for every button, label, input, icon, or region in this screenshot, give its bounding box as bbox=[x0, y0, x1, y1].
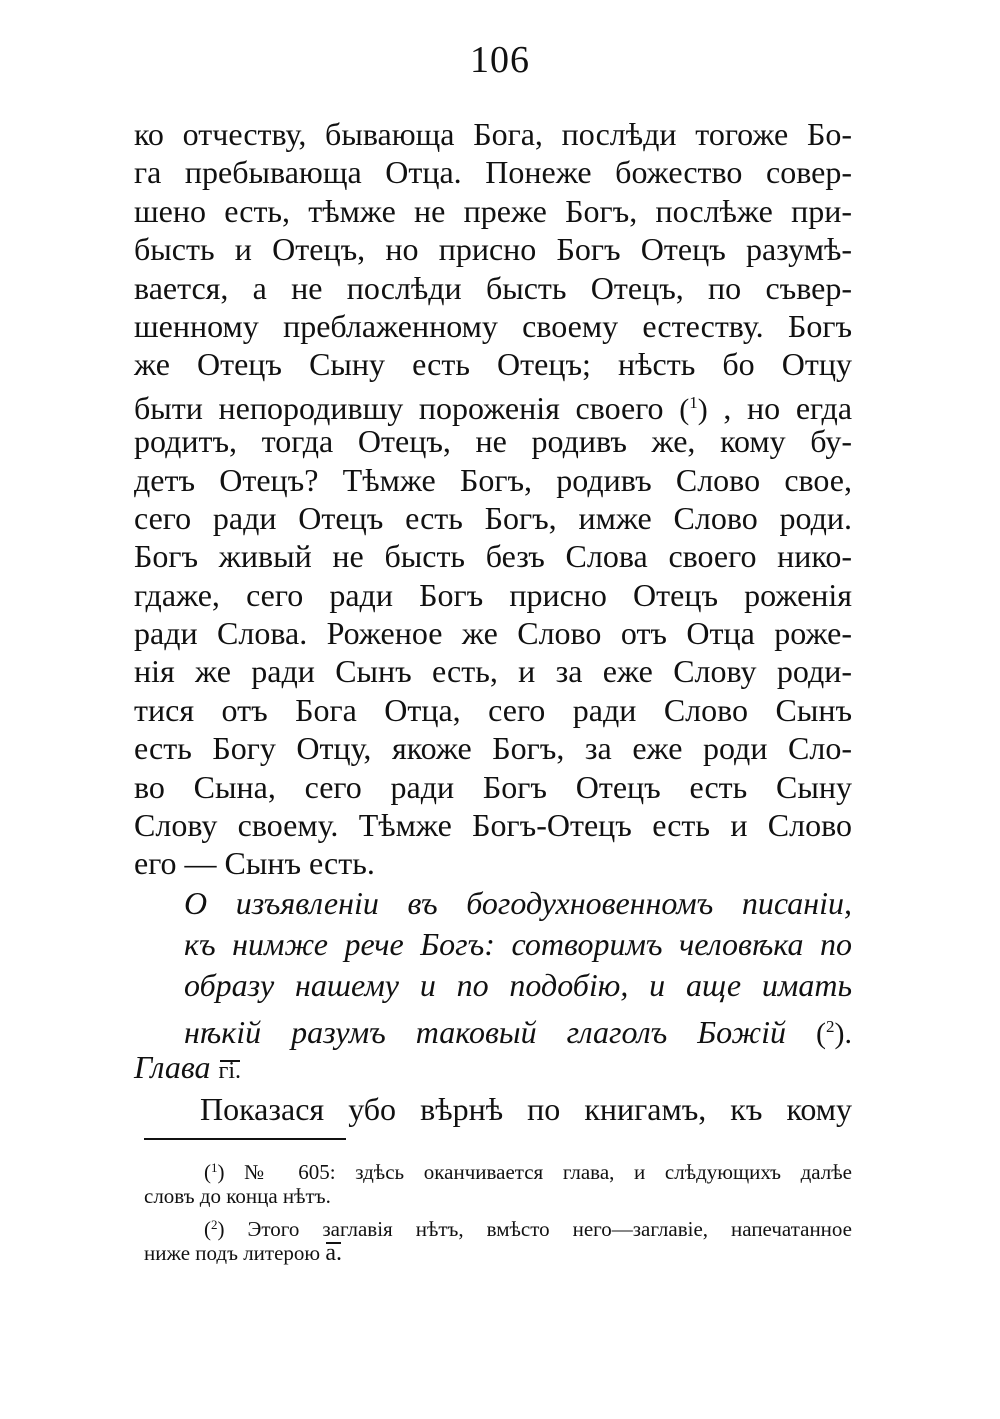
footnote-line: словъ до конца нѣтъ. bbox=[144, 1184, 331, 1208]
text-line: шенному преблаженному своему естеству. Богъ bbox=[134, 307, 852, 344]
footnote-line: ($^1$) № 605: здѣсь оканчивается глава, и слѣдующихъ далѣе bbox=[204, 1160, 852, 1184]
heading-line: къ нимже рече Богъ: сотворимъ человѣка по bbox=[184, 926, 852, 962]
chapter-word: Глава bbox=[134, 1049, 211, 1085]
text-fragment: , но егда bbox=[723, 389, 853, 426]
text-line: же Отецъ Сыну есть Отецъ; нѣсть бо Отцу bbox=[134, 346, 852, 383]
text-line: Слову своему. Тѣмже Богъ-Отецъ есть и Слово bbox=[134, 807, 852, 844]
continuation-text bbox=[200, 1090, 852, 1128]
text-line: есть Богу Отцу, якоже Богъ, за еже роди Сло- bbox=[134, 730, 852, 767]
footnote-2 bbox=[144, 1211, 852, 1267]
footnote-line: ниже подъ литерою а. bbox=[144, 1240, 343, 1266]
text-line: бысть и Отецъ, но присно Богъ Отецъ разумѣ- bbox=[134, 231, 852, 268]
heading-line-with-footnote-ref: нѣкій разумъ таковый глаголъ Божій ($^2$). bbox=[184, 1014, 853, 1050]
text-line: ради Слова. Роженое же Слово отъ Отца роже- bbox=[134, 615, 852, 652]
heading-line: образу нашему и по подобію, и аще имать bbox=[184, 967, 852, 1003]
text-line: тися отъ Бога Отца, сего ради Слово Сынъ bbox=[134, 691, 852, 728]
main-text bbox=[134, 115, 852, 883]
text-line: шено есть, тѣмже не преже Богъ, послѣже при- bbox=[134, 192, 852, 229]
chapter-number: гі. bbox=[218, 1058, 242, 1084]
text-line: гдаже, сего ради Богъ присно Отецъ роженія bbox=[134, 576, 852, 613]
text-line: ко отчеству, бывающа Бога, послѣди тогоже Бо- bbox=[134, 116, 852, 152]
text-line: родитъ, тогда Отецъ, не родивъ же, кому бу- bbox=[134, 423, 852, 460]
text-line: нія же ради Сынъ есть, и за еже Слову роди- bbox=[134, 653, 852, 690]
text-line: сего ради Отецъ есть Богъ, имже Слово роди. bbox=[134, 499, 852, 536]
page-number: 106 bbox=[470, 39, 530, 81]
footnote-marker: 2 bbox=[211, 1217, 218, 1232]
heading-line: О изъявленіи въ богодухновенномъ писаніи, bbox=[184, 885, 852, 921]
text-line-with-footnote-ref bbox=[134, 384, 853, 426]
footnote-letter: а. bbox=[325, 1240, 343, 1266]
footnote-1 bbox=[144, 1154, 852, 1210]
footnote-ref-1: ($^1$) bbox=[679, 392, 708, 426]
text-line: га пребывающа Отца. Понеже божество совер- bbox=[134, 154, 852, 191]
footnote-ref-2: ($^2$). bbox=[816, 1017, 853, 1050]
text-line: во Сына, сего ради Богъ Отецъ есть Сыну bbox=[134, 768, 852, 805]
text-line: Богъ живый не бысть безъ Слова своего нико- bbox=[134, 538, 852, 575]
text-line: вается, а не послѣди бысть Отецъ, по съвер- bbox=[134, 269, 852, 306]
chapter-label bbox=[134, 1047, 852, 1088]
text-fragment: быти непородившу пороженія своего bbox=[134, 389, 664, 426]
chapter-label-line bbox=[134, 1047, 852, 1088]
footnote-line: ($^2$) Этого заглавія нѣтъ, вмѣсто него—заглавіе, напечатанное bbox=[204, 1217, 852, 1241]
text-line: Показася убо вѣрнѣ по книгамъ, къ кому bbox=[200, 1091, 852, 1127]
text-line: его — Сынъ есть. bbox=[134, 845, 375, 882]
footnote-separator bbox=[144, 1138, 346, 1140]
text-line: детъ Отецъ? Тѣмже Богъ, родивъ Слово свое, bbox=[134, 461, 852, 498]
footnote-marker: 1 bbox=[211, 1160, 218, 1175]
chapter-heading bbox=[184, 883, 853, 1050]
